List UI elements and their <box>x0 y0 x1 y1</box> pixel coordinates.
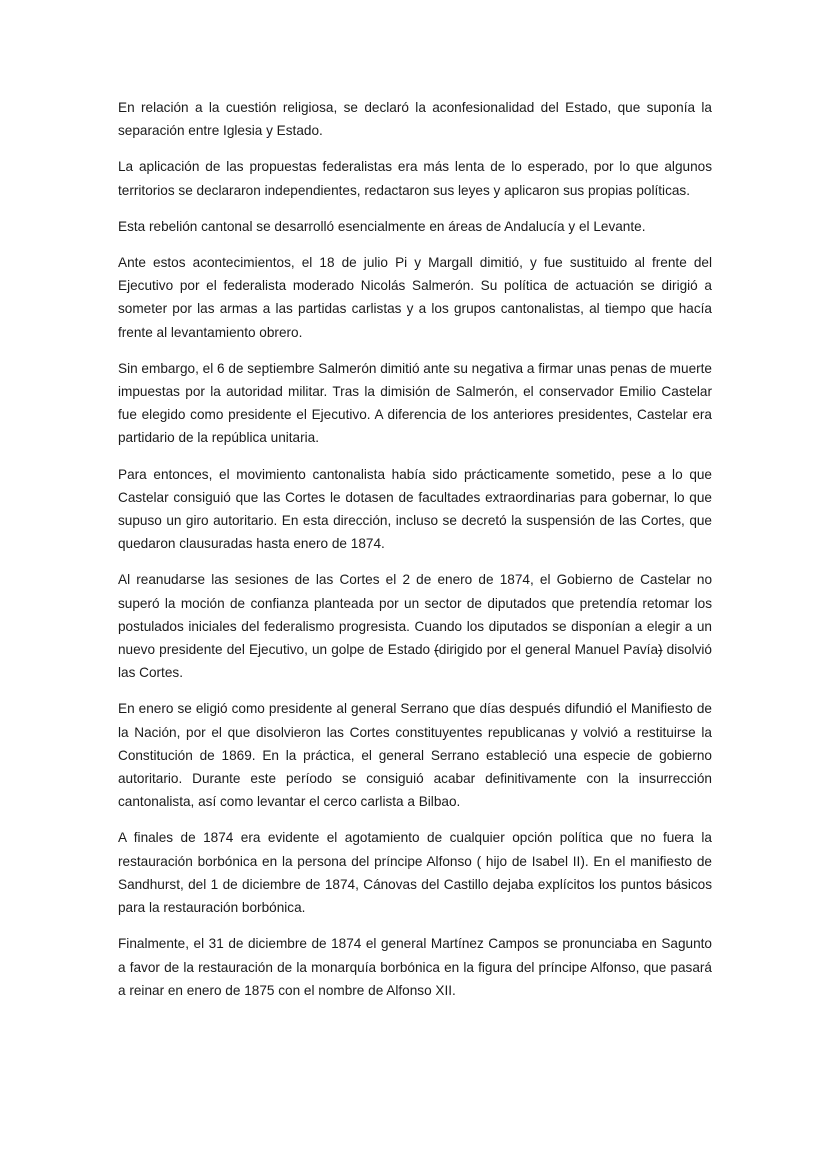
document-body <box>118 96 712 1015</box>
paragraph-pavia-text-after: disolvió las Cortes. <box>118 642 712 681</box>
paragraph-martinez-campos: Finalmente, el 31 de diciembre de 1874 el general Martínez Campos se pronunciaba en Sagunto a favor de la restauración de la monarquía borbónica en la figura del príncipe Alfonso, que pasará a reinar en enero de 1875 con el nombre de Alfonso XII. <box>118 936 712 998</box>
paragraph-religion: En relación a la cuestión religiosa, se declaró la aconfesionalidad del Estado, que suponía la separación entre Iglesia y Estado. <box>118 100 712 139</box>
paragraph-castelar: Para entonces, el movimiento cantonalista había sido prácticamente sometido, pese a lo que Castelar consiguió que las Cortes le dotasen de facultades extraordinarias para gobernar, lo que supuso un giro autoritario. En esta dirección, incluso se decretó la suspensión de las Cortes, que quedaron clausuradas hasta enero de 1874. <box>118 466 712 552</box>
paragraph-pavia-text-before: Al reanudarse las sesiones de las Cortes el 2 de enero de 1874, el Gobierno de Castelar no superó la moción de confianza planteada por un sector de diputados que pretendía retomar los postulados iniciales del federalismo progresista. Cuando los diputados se disponían a elegir a un nuevo presidente del Ejecutivo, un golpe de Estado <box>118 572 712 658</box>
paragraph-sandhurst: A finales de 1874 era evidente el agotamiento de cualquier opción política que no fuera la restauración borbónica en la persona del príncipe Alfonso ( hijo de Isabel II). En el manifiesto de Sandhurst, del 1 de diciembre de 1874, Cánovas del Castillo dejaba explícitos los puntos básicos para la restauración borbónica. <box>118 830 712 916</box>
struck-open-parenthesis: ( <box>434 642 439 658</box>
struck-close-parenthesis: ) <box>658 642 663 658</box>
paragraph-pavia-coup <box>118 568 712 684</box>
paragraph-cantonal-rebellion: Esta rebelión cantonal se desarrolló esencialmente en áreas de Andalucía y el Levante. <box>118 218 646 234</box>
paragraph-salmeron: Sin embargo, el 6 de septiembre Salmerón dimitió ante su negativa a firmar unas penas de muerte impuestas por la autoridad militar. Tras la dimisión de Salmerón, el conservador Emilio Castelar fue elegido como presidente el Ejecutivo. A diferencia de los anteriores presidentes, Castelar era partidario de la república unitaria. <box>118 360 712 446</box>
paragraph-serrano: En enero se eligió como presidente al general Serrano que días después difundió el Manifiesto de la Nación, por el que disolvieron las Cortes constituyentes republicanas y volvió a restituirse la Constitución de 1869. En la práctica, el general Serrano estableció una especie de gobierno autoritario. Durante este período se consiguió acabar definitivamente con la insurrección cantonalista, así como levantar el cerco carlista a Bilbao. <box>118 701 712 810</box>
paragraph-federalism: La aplicación de las propuestas federalistas era más lenta de lo esperado, por lo que algunos territorios se declararon independientes, redactaron sus leyes y aplicaron sus propias políticas. <box>118 159 712 198</box>
paragraph-pi-y-margall: Ante estos acontecimientos, el 18 de julio Pi y Margall dimitió, y fue sustituido al frente del Ejecutivo por el federalista moderado Nicolás Salmerón. Su política de actuación se dirigió a someter por las armas a las partidas carlistas y a los grupos cantonalistas, al tiempo que hacía frente al levantamiento obrero. <box>118 255 712 340</box>
paragraph-pavia-text-middle: dirigido por el general Manuel Pavía <box>438 642 659 658</box>
